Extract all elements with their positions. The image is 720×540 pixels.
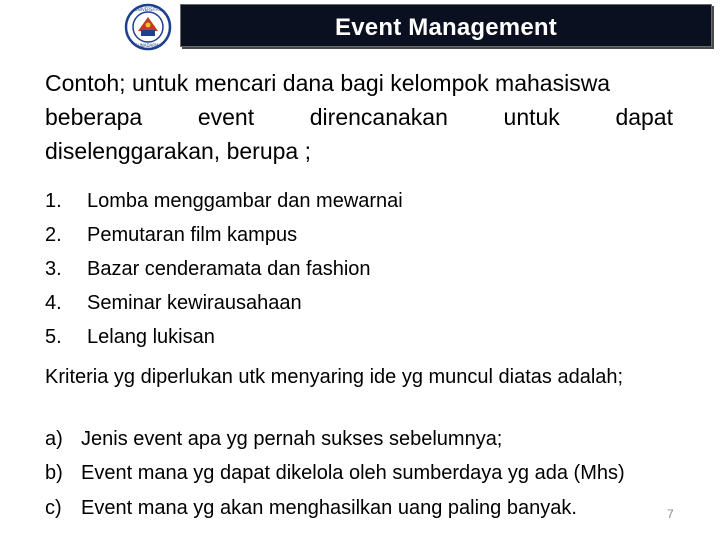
intro-line-3: diselenggarakan, berupa ; <box>45 138 311 164</box>
list-item-number: 5. <box>45 326 62 348</box>
criteria-item-text: Event mana yg akan menghasilkan uang paling banyak. <box>81 497 577 519</box>
list-item-text: Seminar kewirausahaan <box>87 292 302 314</box>
list-item-number: 2. <box>45 224 62 246</box>
list-item-number: 4. <box>45 292 62 314</box>
list-item-number: 3. <box>45 258 62 280</box>
intro-line-2: beberapa event direncanakan untuk dapat <box>45 104 673 130</box>
list-item-text: Lelang lukisan <box>87 326 215 348</box>
criteria-item-letter: b) <box>45 462 63 484</box>
intro-paragraph <box>45 66 673 168</box>
criteria-item-text: Jenis event apa yg pernah sukses sebelumnya; <box>81 428 503 450</box>
criteria-item-letter: c) <box>45 497 62 519</box>
criteria-item-letter: a) <box>45 428 63 450</box>
university-seal-logo-icon <box>122 3 174 51</box>
university-logo <box>122 3 174 51</box>
title-bar <box>180 4 712 47</box>
list-item-text: Bazar cenderamata dan fashion <box>87 258 371 280</box>
logo-text-top: UNIVERSITAS <box>134 7 162 12</box>
list-item-text: Lomba menggambar dan mewarnai <box>87 190 403 212</box>
list-item-number: 1. <box>45 190 62 212</box>
logo-text-bottom: GUNADARMA <box>134 43 162 48</box>
page-number: 7 <box>667 507 674 521</box>
intro-line-1: Contoh; untuk mencari dana bagi kelompok mahasiswa <box>45 70 611 96</box>
page-title: Event Management <box>335 14 557 41</box>
criteria-item-text: Event mana yg dapat dikelola oleh sumberdaya yg ada (Mhs) <box>81 462 625 484</box>
list-item-text: Pemutaran film kampus <box>87 224 298 246</box>
criteria-intro: Kriteria yg diperlukan utk menyaring ide yg muncul diatas adalah; <box>45 366 624 388</box>
